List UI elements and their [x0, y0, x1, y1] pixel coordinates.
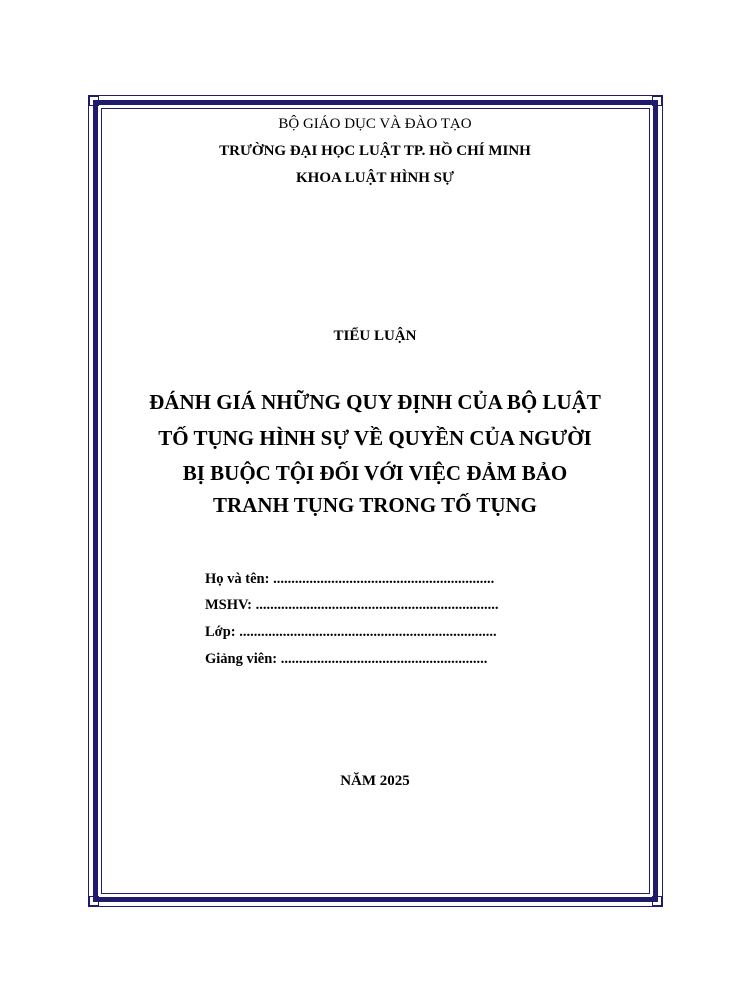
info-row-fullname — [205, 571, 535, 588]
ministry-name: BỘ GIÁO DỤC VÀ ĐÀO TẠO — [278, 116, 472, 132]
title-line-1: ĐÁNH GIÁ NHỮNG QUY ĐỊNH CỦA BỘ LUẬT — [149, 390, 601, 414]
lecturer-label: Giảng viên: — [205, 651, 278, 667]
title-line-3: BỊ BUỘC TỘI ĐỐI VỚI VIỆC ĐẢM BẢO — [182, 461, 568, 485]
corner-ornament-bottom-left — [89, 892, 103, 906]
corner-ornament-bottom-right — [648, 892, 662, 906]
corner-ornament-top-left — [89, 96, 103, 110]
info-row-class — [205, 624, 535, 641]
year-label: NĂM 2025 — [340, 773, 410, 789]
class-label: Lớp: — [205, 624, 236, 640]
fullname-label: Họ và tên: — [205, 571, 270, 587]
student-id-field: ................................................................... — [255, 597, 499, 613]
title-line-4: TRANH TỤNG TRONG TỐ TỤNG — [212, 493, 537, 517]
title-line-2: TỐ TỤNG HÌNH SỰ VỀ QUYỀN CỦA NGƯỜI — [158, 426, 592, 450]
university-name: TRƯỜNG ĐẠI HỌC LUẬT TP. HỒ CHÍ MINH — [219, 143, 531, 159]
info-row-lecturer — [205, 651, 535, 668]
faculty-name: KHOA LUẬT HÌNH SỰ — [296, 170, 454, 186]
document-type: TIỂU LUẬN — [333, 328, 417, 344]
class-field: ....................................................................... — [239, 624, 497, 640]
corner-ornament-top-right — [648, 96, 662, 110]
info-row-student-id — [205, 597, 535, 614]
fullname-field: ............................................................. — [273, 571, 495, 587]
lecturer-field: ......................................................... — [280, 651, 488, 667]
student-id-label: MSHV: — [205, 597, 252, 613]
